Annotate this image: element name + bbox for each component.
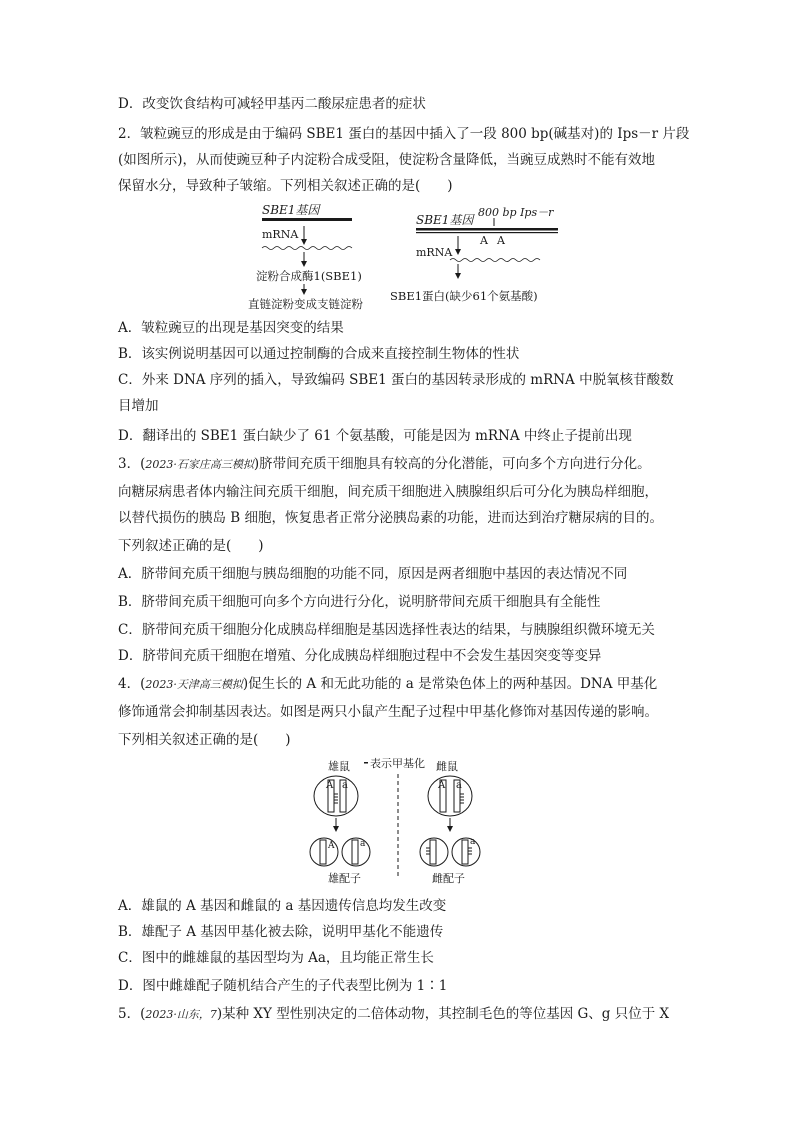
- q2-right-mrna-label: mRNA: [416, 246, 453, 259]
- q4-female-gamete-A-methyl: [426, 848, 430, 854]
- q4-female-label: 雌鼠: [436, 760, 458, 773]
- q4-male-gamete-A-label: A: [328, 841, 335, 851]
- q2-left-mrna-label: mRNA: [262, 228, 299, 241]
- q2-left-gene-label: SBE1基因: [262, 203, 320, 217]
- q5-source: 2023·山东，7: [145, 1008, 217, 1021]
- q4-methyl-legend-mark: [364, 762, 368, 764]
- q2-figure: [240, 200, 570, 312]
- q3-stem-line-2: 向糖尿病患者体内输注间充质干细胞，间充质干细胞进入胰腺组织后可分化为胰岛样细胞，: [118, 484, 658, 500]
- q2-left-mrna-wave: [262, 247, 352, 250]
- q5-number: 5．(: [118, 1006, 146, 1022]
- q2-stem-line-2: (如图所示)，从而使豌豆种子内淀粉合成受阻，使淀粉含量降低，当豌豆成熟时不能有效地: [118, 152, 656, 168]
- q2-right-a-label-2: A: [497, 234, 505, 247]
- q2-left-result-label: 直链淀粉变成支链淀粉: [248, 297, 363, 311]
- q2-left-arrow-3-head: [301, 289, 307, 295]
- q2-left-gene-bar: [262, 218, 352, 221]
- q4-stem-line-1: [118, 674, 657, 695]
- q4-stem-first: )促生长的 A 和无此功能的 a 是常染色体上的两种基因。DNA 甲基化: [242, 676, 658, 692]
- q2-option-c-cont: 目增加: [118, 398, 159, 414]
- q2-right-insert-label: 800 bp Ips－r: [478, 206, 554, 219]
- q4-female-parent-cell: [428, 776, 472, 816]
- q3-stem-line-4: 下列叙述正确的是( ): [118, 538, 264, 554]
- q4-male-gamete-a-label: a: [360, 839, 366, 849]
- q3-source: 2023·石家庄高三模拟: [145, 458, 254, 471]
- q2-option-b: B．该实例说明基因可以通过控制酶的合成来直接控制生物体的性状: [118, 346, 520, 362]
- q4-female-gene-A: A: [438, 780, 446, 791]
- q4-option-a: A．雄鼠的 A 基因和雌鼠的 a 基因遗传信息均发生改变: [118, 898, 447, 914]
- q4-male-methyl-marks: [334, 794, 338, 803]
- q4-female-gamete-label: 雌配子: [432, 872, 465, 885]
- q2-left-arrow-2-head: [301, 261, 307, 267]
- q2-option-a: A．皱粒豌豆的出现是基因突变的结果: [118, 320, 344, 336]
- q2-right-gene-label: SBE1基因: [416, 213, 474, 227]
- q2-right-gene-bar-top: [416, 228, 558, 231]
- q4-source: 2023·天津高三模拟: [145, 678, 243, 691]
- q4-male-parent-cell: [314, 776, 358, 816]
- q2-right-arrow-2-head: [455, 273, 461, 279]
- q4-figure: [300, 756, 500, 886]
- q3-stem-line-1: [118, 454, 651, 475]
- q2-option-d: D．翻译出的 SBE1 蛋白缺少了 61 个氨基酸，可能是因为 mRNA 中终止子提前出现: [118, 428, 632, 444]
- q4-male-label: 雄鼠: [328, 760, 350, 773]
- q3-stem-first: )脐带间充质干细胞具有较高的分化潜能，可向多个方向进行分化。: [253, 456, 651, 472]
- q4-option-c: C．图中的雌雄鼠的基因型均为 Aa，且均能正常生长: [118, 950, 434, 966]
- q3-number: 3．(: [118, 456, 146, 472]
- q4-female-gene-a: a: [456, 780, 462, 791]
- q2-stem-line-1: 2．皱粒豌豆的形成是由于编码 SBE1 蛋白的基因中插入了一段 800 bp(碱基对)的 Ips－r 片段: [118, 126, 690, 142]
- q4-methyl-legend: 表示甲基化: [370, 757, 425, 770]
- q3-option-b: B．脐带间充质干细胞可向多个方向进行分化，说明脐带间充质干细胞具有全能性: [118, 594, 601, 610]
- q4-stem-line-3: 下列相关叙述正确的是( ): [118, 732, 291, 748]
- q2-right-mrna-wave: [450, 259, 540, 262]
- q1-option-d: D．改变饮食结构可减轻甲基丙二酸尿症患者的症状: [118, 96, 426, 112]
- q3-option-c: C．脐带间充质干细胞分化成胰岛样细胞是基因选择性表达的结果，与胰腺组织微环境无关: [118, 622, 655, 638]
- q2-option-c: C．外来 DNA 序列的插入，导致编码 SBE1 蛋白的基因转录形成的 mRNA 中脱氧核苷酸数: [118, 372, 674, 388]
- q4-female-gamete-A: [420, 838, 448, 866]
- q3-option-a: A．脐带间充质干细胞与胰岛细胞的功能不同，原因是两者细胞中基因的表达情况不同: [118, 566, 628, 582]
- q4-female-gamete-a: [452, 838, 480, 866]
- q4-option-b: B．雄配子 A 基因甲基化被去除，说明甲基化不能遗传: [118, 924, 444, 940]
- q4-male-gamete-a-chrom: [352, 840, 358, 864]
- q4-male-gamete-label: 雄配子: [328, 872, 361, 885]
- q4-female-arrow-head: [447, 826, 453, 832]
- q2-right-arrow-1-head: [455, 249, 461, 255]
- q2-right-protein-label: SBE1蛋白(缺少61个氨基酸): [390, 289, 538, 303]
- q4-number: 4．(: [118, 676, 146, 692]
- q4-female-gamete-a-label: a: [470, 837, 476, 847]
- q2-right-a-label-1: A: [480, 234, 488, 247]
- q4-male-arrow-head: [333, 826, 339, 832]
- q5-stem-first: )某种 XY 型性别决定的二倍体动物，其控制毛色的等位基因 G、g 只位于 X: [216, 1006, 670, 1022]
- q4-female-gamete-a-chrom: [462, 840, 468, 864]
- q4-male-gamete-A-chrom: [320, 840, 326, 864]
- q3-stem-line-3: 以替代损伤的胰岛 B 细胞，恢复患者正常分泌胰岛素的功能，进而达到治疗糖尿病的目的。: [118, 510, 664, 526]
- q4-female-methyl-marks: [460, 794, 464, 803]
- q4-male-gene-a: a: [342, 780, 348, 791]
- q3-option-d: D．脐带间充质干细胞在增殖、分化成胰岛样细胞过程中不会发生基因突变等变异: [118, 648, 602, 664]
- q4-stem-line-2: 修饰通常会抑制基因表达。如图是两只小鼠产生配子过程中甲基化修饰对基因传递的影响。: [118, 704, 658, 720]
- q2-stem-line-3: 保留水分，导致种子皱缩。下列相关叙述正确的是( ): [118, 178, 453, 194]
- q2-left-enzyme-label: 淀粉合成酶1(SBE1): [256, 269, 362, 283]
- q4-option-d: D．图中雌雄配子随机结合产生的子代表型比例为 1∶1: [118, 978, 448, 994]
- q4-female-gamete-A-chrom: [430, 840, 436, 864]
- q4-female-gamete-a-methyl: [468, 848, 472, 854]
- q4-male-gamete-a: [342, 838, 370, 866]
- q5-stem-line-1: [118, 1004, 669, 1025]
- q2-left-arrow-1-head: [301, 239, 307, 245]
- q4-male-gene-A: A: [326, 780, 334, 791]
